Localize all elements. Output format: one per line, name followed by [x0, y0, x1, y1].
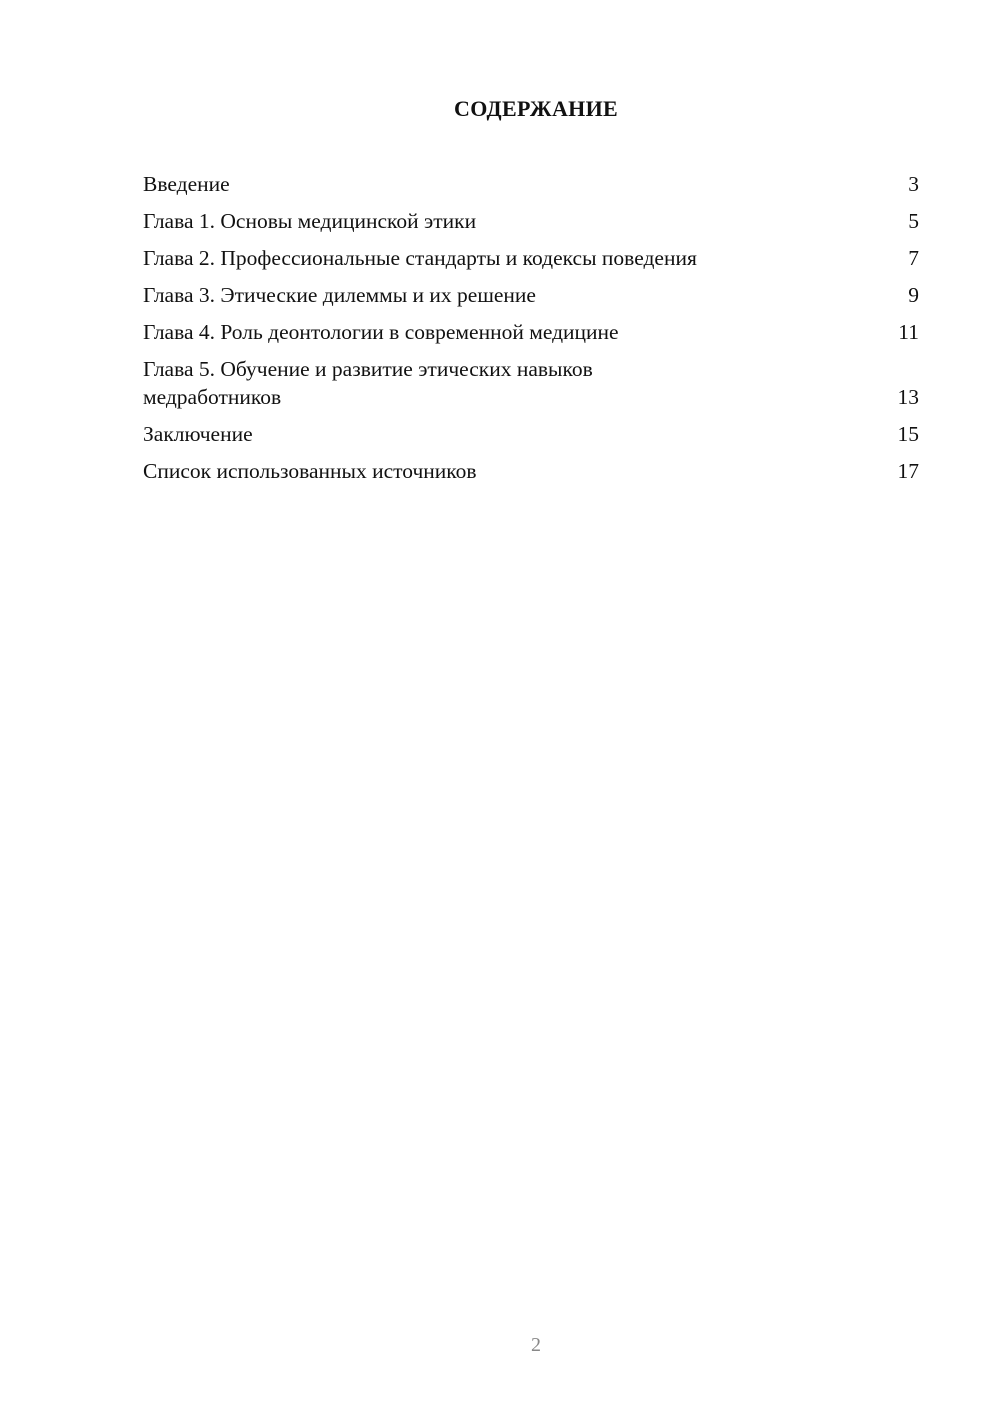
toc-entry-page: 9	[908, 283, 919, 307]
toc-entry	[143, 207, 919, 235]
toc-entry-label: Глава 3. Этические дилеммы и их решение	[143, 283, 536, 307]
toc-entry-page: 5	[908, 209, 919, 233]
page-number: 2	[531, 1334, 541, 1356]
toc-entry-page: 13	[897, 385, 919, 409]
toc-entry-label: Список использованных источников	[143, 459, 477, 483]
toc-entry	[143, 457, 919, 485]
toc-entry-page: 15	[897, 422, 919, 446]
toc-entry-label: Глава 4. Роль деонтологии в современной медицине	[143, 320, 619, 344]
table-of-contents	[143, 170, 919, 494]
toc-entry-label: Глава 1. Основы медицинской этики	[143, 209, 477, 233]
toc-entry	[143, 318, 919, 346]
toc-entry-page: 11	[898, 320, 919, 344]
toc-entry-label: Введение	[143, 172, 230, 196]
toc-entry	[143, 281, 919, 309]
toc-entry-label: Заключение	[143, 422, 253, 446]
toc-entry	[143, 420, 919, 448]
page-title: СОДЕРЖАНИЕ	[454, 96, 618, 121]
toc-entry-page: 3	[908, 172, 919, 196]
toc-entry-label: Глава 2. Профессиональные стандарты и кодексы поведения	[143, 246, 697, 270]
toc-entry-page: 17	[897, 459, 919, 483]
toc-entry-page: 7	[908, 246, 919, 270]
toc-entry-label: Глава 5. Обучение и развитие этических навыков медработников	[143, 357, 593, 409]
toc-entry	[143, 244, 919, 272]
toc-entry	[143, 355, 919, 411]
toc-entry	[143, 170, 919, 198]
